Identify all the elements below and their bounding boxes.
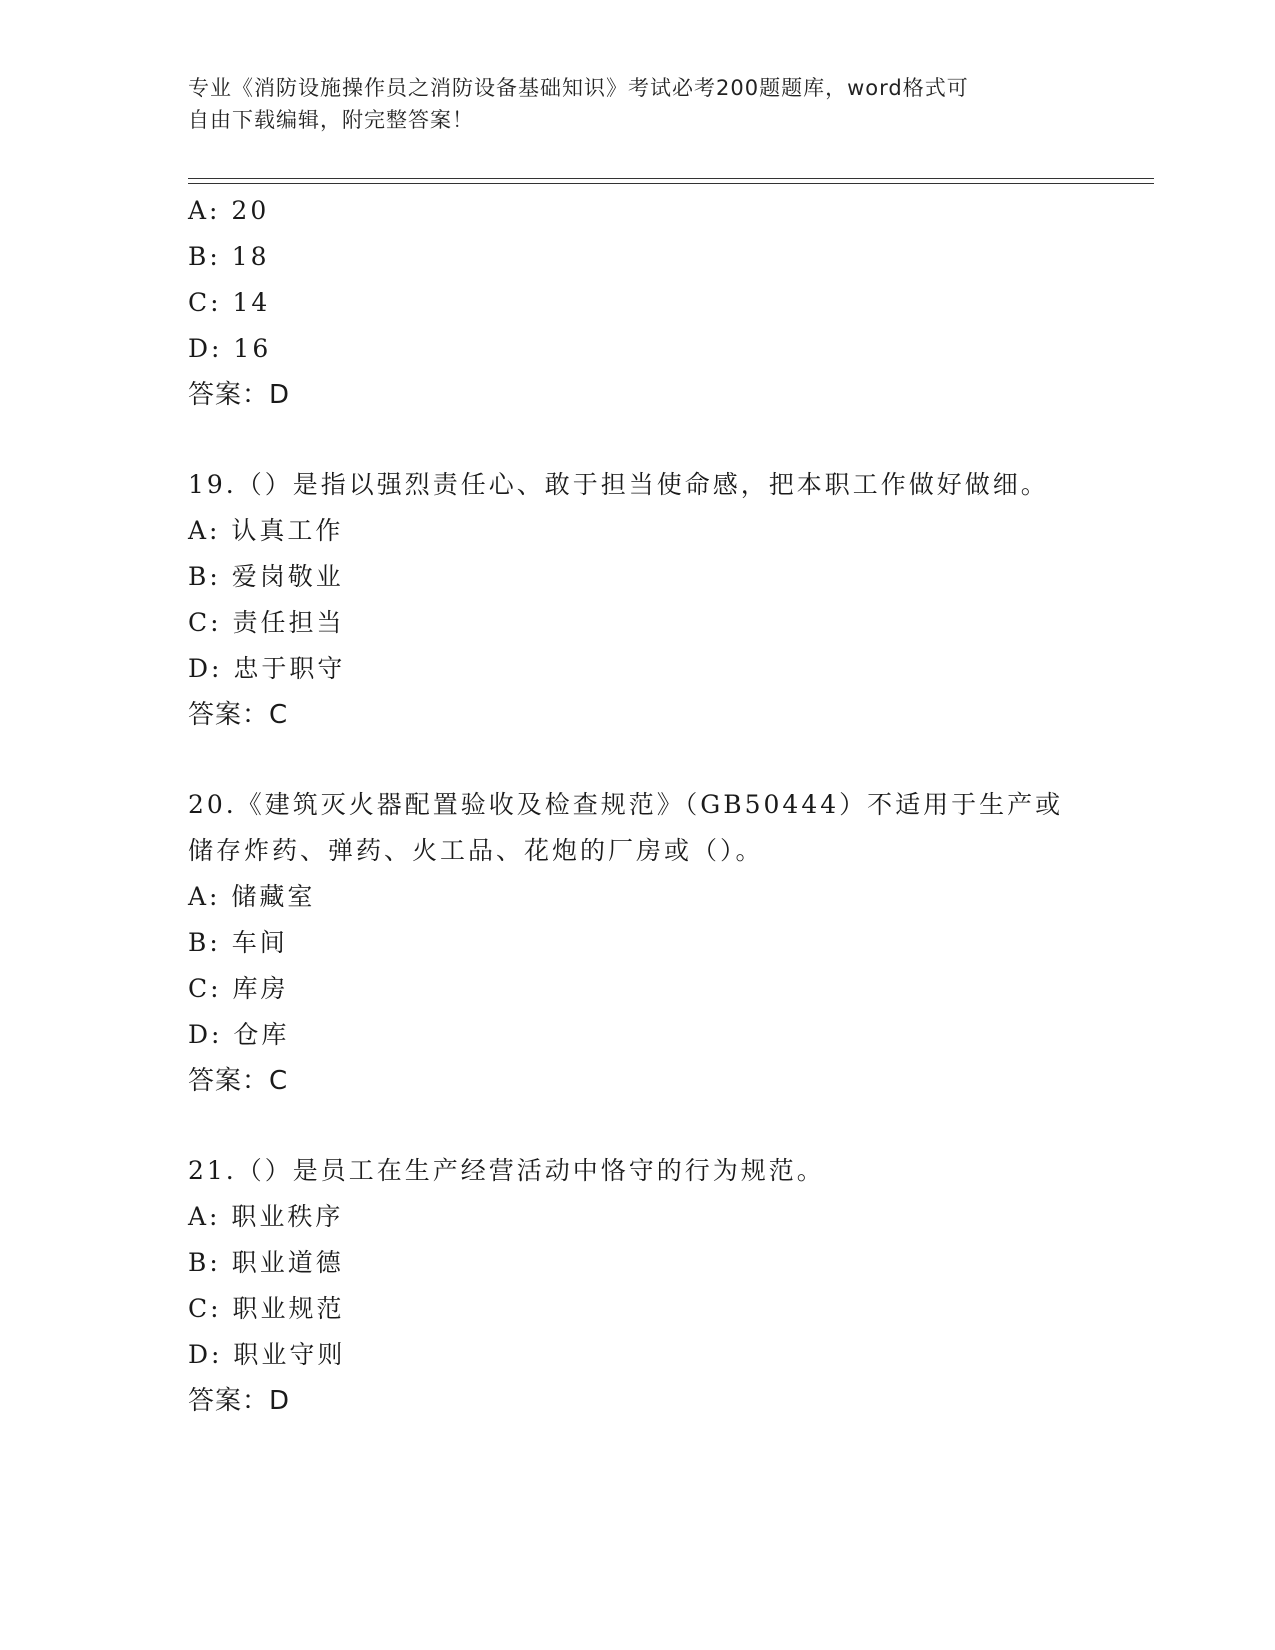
answer-line: 答案：D	[188, 380, 291, 410]
option-d: D: 仓库	[188, 1020, 290, 1049]
option-a: A: 职业秩序	[188, 1202, 344, 1231]
header-line-2: 自由下载编辑，附完整答案！	[188, 108, 474, 132]
header-line-1: 专业《消防设施操作员之消防设备基础知识》考试必考200题题库，word格式可	[188, 76, 969, 100]
option-d: D: 16	[188, 334, 272, 363]
question-21	[188, 1148, 1088, 1424]
header-divider-top	[188, 178, 1154, 179]
answer-line: 答案：C	[188, 1066, 289, 1096]
question-18	[188, 188, 1088, 418]
option-a: A: 认真工作	[188, 516, 344, 545]
option-b: B: 车间	[188, 928, 288, 957]
header-divider-bottom	[188, 183, 1154, 184]
question-stem: 19.（）是指以强烈责任心、敢于担当使命感，把本职工作做好做细。	[188, 470, 1049, 499]
spacer	[188, 738, 1088, 782]
option-d: D: 职业守则	[188, 1340, 346, 1369]
question-stem-line-2: 储存炸药、弹药、火工品、花炮的厂房或（）。	[188, 836, 764, 865]
question-20	[188, 782, 1088, 1104]
question-19	[188, 462, 1088, 738]
option-b: B: 18	[188, 242, 270, 271]
option-b: B: 爱岗敬业	[188, 562, 344, 591]
option-a: A: 20	[188, 196, 270, 225]
page-header	[188, 72, 1068, 136]
question-list	[188, 188, 1088, 1424]
option-a: A: 储藏室	[188, 882, 316, 911]
question-stem: 21.（）是员工在生产经营活动中恪守的行为规范。	[188, 1156, 825, 1185]
option-c: C: 14	[188, 288, 271, 317]
option-b: B: 职业道德	[188, 1248, 344, 1277]
option-c: C: 职业规范	[188, 1294, 345, 1323]
spacer	[188, 418, 1088, 462]
option-d: D: 忠于职守	[188, 654, 346, 683]
answer-line: 答案：C	[188, 700, 289, 730]
answer-line: 答案：D	[188, 1386, 291, 1416]
option-c: C: 库房	[188, 974, 289, 1003]
option-c: C: 责任担当	[188, 608, 345, 637]
spacer	[188, 1104, 1088, 1148]
question-stem-line-1: 20.《建筑灭火器配置验收及检查规范》（GB50444）不适用于生产或	[188, 790, 1064, 819]
